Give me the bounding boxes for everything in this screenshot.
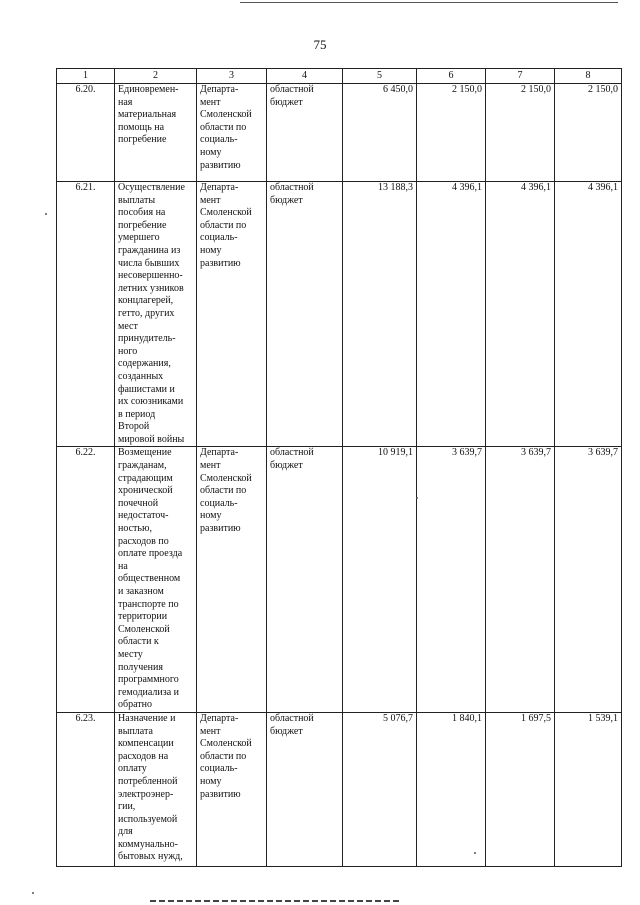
year-2-amount: 3 639,7	[486, 447, 555, 712]
funding-source: областной бюджет	[267, 712, 343, 866]
column-number: 4	[267, 69, 343, 84]
column-number: 7	[486, 69, 555, 84]
scan-speck	[32, 892, 34, 894]
item-number: 6.22.	[57, 447, 115, 712]
year-1-amount: 3 639,7	[417, 447, 486, 712]
measure-name: Осуществление выплаты пособия на погребение умершего гражданина из числа бывших несовершенно- летних узников концлагерей, гетто, других мест принудитель- ного содержания, созданных фашистами и их союзниками в период Второй мировой войны	[115, 182, 197, 447]
total-amount: 10 919,1	[343, 447, 417, 712]
executor: Департа- мент Смоленской области по социаль- ному развитию	[197, 182, 267, 447]
scan-speck	[45, 213, 47, 215]
year-1-amount: 4 396,1	[417, 182, 486, 447]
year-1-amount: 2 150,0	[417, 84, 486, 182]
scan-speck	[474, 852, 476, 854]
year-3-amount: 4 396,1	[555, 182, 622, 447]
scan-edge-bottom	[150, 900, 400, 902]
funding-source: областной бюджет	[267, 447, 343, 712]
year-2-amount: 4 396,1	[486, 182, 555, 447]
year-3-amount: 1 539,1	[555, 712, 622, 866]
column-number: 8	[555, 69, 622, 84]
item-number: 6.23.	[57, 712, 115, 866]
column-number: 2	[115, 69, 197, 84]
column-number: 5	[343, 69, 417, 84]
executor: Департа- мент Смоленской области по социаль- ному развитию	[197, 84, 267, 182]
scan-speck	[416, 497, 418, 499]
total-amount: 6 450,0	[343, 84, 417, 182]
measure-name: Назначение и выплата компенсации расходов на оплату потребленной электроэнер- гии, используемой для коммунально- бытовых нужд,	[115, 712, 197, 866]
funding-source: областной бюджет	[267, 182, 343, 447]
column-number-row	[57, 69, 622, 84]
year-2-amount: 2 150,0	[486, 84, 555, 182]
measure-name: Возмещение гражданам, страдающим хронической почечной недостаточ- ностью, расходов по оплате проезда на общественном и заказном транспорте по территории Смоленской области к месту получения программного гемодиализа и обратно	[115, 447, 197, 712]
page-number: 75	[313, 37, 327, 52]
year-3-amount: 3 639,7	[555, 447, 622, 712]
year-1-amount: 1 840,1	[417, 712, 486, 866]
table-row	[57, 447, 622, 712]
column-number: 1	[57, 69, 115, 84]
year-3-amount: 2 150,0	[555, 84, 622, 182]
column-number: 6	[417, 69, 486, 84]
funding-source: областной бюджет	[267, 84, 343, 182]
program-table	[56, 68, 622, 867]
measure-name: Единовремен- ная материальная помощь на погребение	[115, 84, 197, 182]
table-row	[57, 712, 622, 866]
total-amount: 5 076,7	[343, 712, 417, 866]
scan-edge-top	[240, 2, 618, 3]
executor: Департа- мент Смоленской области по социаль- ному развитию	[197, 447, 267, 712]
total-amount: 13 188,3	[343, 182, 417, 447]
executor: Департа- мент Смоленской области по социаль- ному развитию	[197, 712, 267, 866]
table-row	[57, 84, 622, 182]
item-number: 6.20.	[57, 84, 115, 182]
year-2-amount: 1 697,5	[486, 712, 555, 866]
table-row	[57, 182, 622, 447]
column-number: 3	[197, 69, 267, 84]
item-number: 6.21.	[57, 182, 115, 447]
